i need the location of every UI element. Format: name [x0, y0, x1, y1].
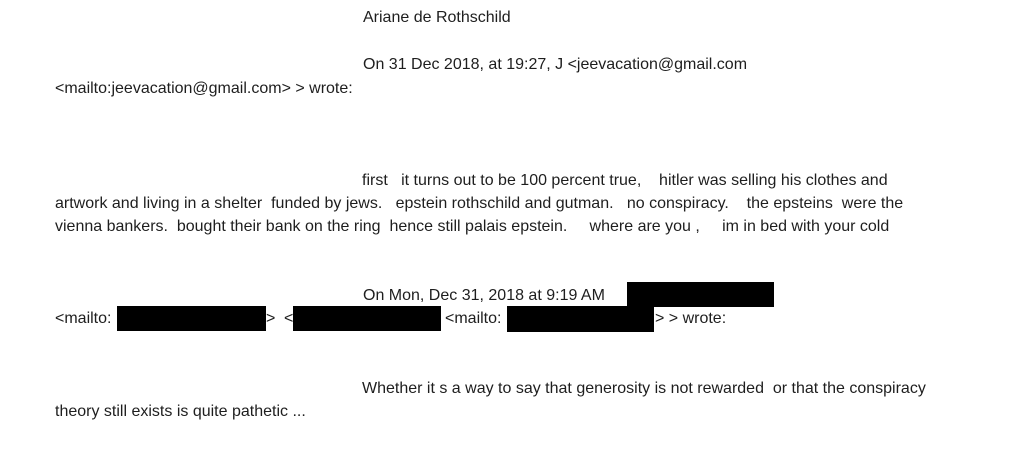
quote2-wrote-suffix: > > wrote: [655, 310, 727, 327]
quote2-date-line: On Mon, Dec 31, 2018 at 9:19 AM [363, 287, 605, 304]
quote1-body-line-2: artwork and living in a shelter funded by jews. epstein rothschild and gutman. no conspiracy. the epsteins were the [55, 195, 904, 212]
redaction-box-email-1 [117, 306, 266, 331]
quote2-bracket-open: < [284, 310, 294, 327]
quote2-mailto-prefix-1: <mailto: [55, 310, 112, 327]
redaction-box-sender-name [627, 282, 774, 307]
quote1-header-line-2: <mailto:jeevacation@gmail.com> > wrote: [55, 80, 353, 97]
redaction-box-email-3 [507, 306, 654, 332]
quote2-body-line-1: Whether it s a way to say that generosity is not rewarded or that the conspiracy [362, 380, 926, 397]
quote1-body-line-1: first it turns out to be 100 percent true, hitler was selling his clothes and [362, 172, 888, 189]
quote2-mailto-prefix-2: <mailto: [445, 310, 502, 327]
quote1-header-line-1: On 31 Dec 2018, at 19:27, J <jeevacation@gmail.com [363, 56, 748, 73]
quote2-body-line-2: theory still exists is quite pathetic ... [55, 403, 306, 420]
redaction-box-email-2 [293, 306, 441, 331]
recipient-name: Ariane de Rothschild [363, 9, 511, 26]
quote1-body-line-3: vienna bankers. bought their bank on the ring hence still palais epstein. where are you , im in bed with your cold [55, 218, 890, 235]
quote2-bracket-close: > [266, 310, 276, 327]
